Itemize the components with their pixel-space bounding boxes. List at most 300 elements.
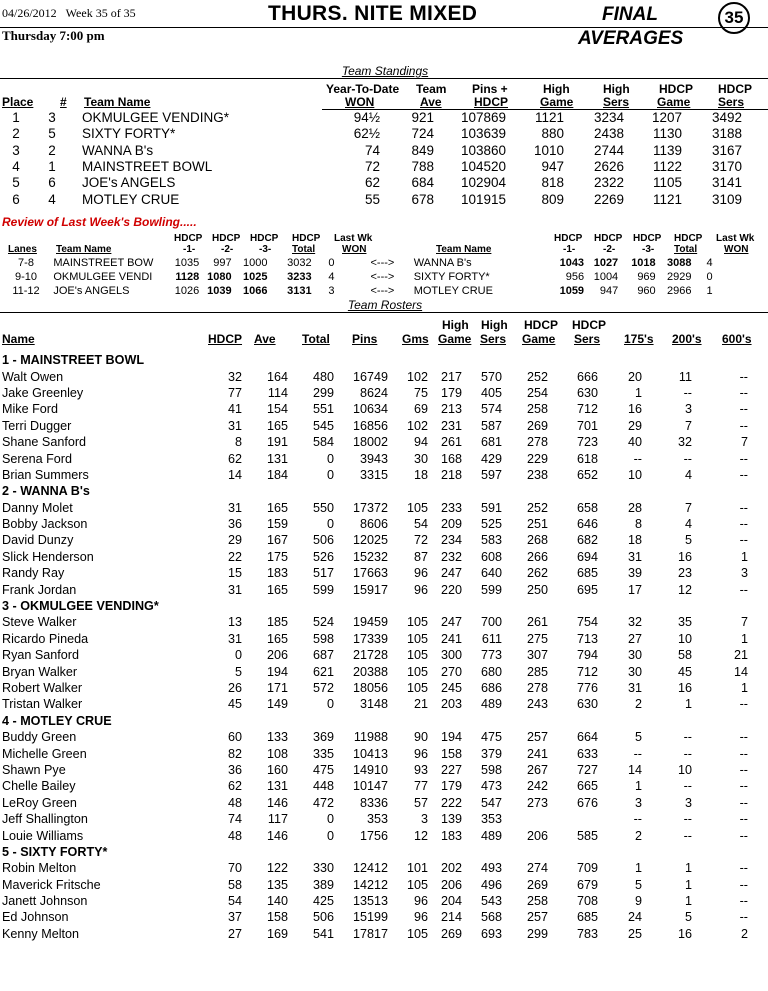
rc-hds-2: Sers [574, 332, 601, 346]
player-ave: 158 [266, 910, 288, 925]
player-hdcp-sers: 630 [576, 697, 598, 712]
player-hdcp-sers: 712 [576, 402, 598, 417]
player-175s: 1 [634, 385, 642, 400]
standings-pins-hdcp: 103860 [460, 142, 506, 158]
final-label: FINAL [602, 4, 658, 25]
player-hdcp-game: 257 [526, 730, 548, 745]
player-row [2, 762, 748, 778]
player-200s: 4 [684, 467, 692, 482]
player-gms: 90 [413, 730, 428, 745]
standings-high-game: 809 [541, 191, 564, 207]
rc-pins: Pins [352, 332, 378, 346]
player-pins: 18056 [352, 681, 388, 695]
review-team-left: JOE's ANGELS [53, 285, 130, 297]
player-row [2, 778, 748, 794]
standings-team-number: 6 [48, 175, 56, 191]
player-200s: 11 [678, 369, 692, 384]
player-ave: 135 [266, 877, 288, 892]
player-200s: 7 [684, 418, 692, 433]
player-600s: -- [739, 746, 748, 761]
col-num: # [60, 95, 67, 109]
player-hdcp-sers: 646 [576, 517, 598, 532]
standings-hdcp-game: 1122 [652, 159, 682, 175]
review-left-g1: 1035 [174, 257, 200, 269]
player-175s: 27 [627, 631, 642, 646]
player-hdcp-sers [548, 811, 598, 827]
review-right-g2: 947 [599, 285, 619, 297]
player-gms: 105 [406, 877, 428, 892]
player-hdcp-game: 243 [526, 697, 548, 712]
standings-hdcp-game: 1105 [652, 175, 682, 191]
player-200s: 3 [684, 402, 692, 417]
player-hdcp: 32 [227, 369, 242, 384]
player-200s: 32 [677, 435, 692, 450]
player-175s: 10 [627, 467, 642, 482]
player-hdcp-game: 261 [526, 615, 548, 630]
player-total: 541 [312, 926, 334, 941]
review-row [2, 256, 768, 270]
player-200s: 45 [677, 664, 692, 679]
player-player-name: Ed Johnson [2, 910, 69, 925]
rv-r-lwb: WON [724, 244, 749, 255]
rc-hdg-1: HDCP [524, 318, 559, 332]
player-175s: 29 [627, 418, 642, 433]
col-hs-2: Sers [603, 95, 630, 109]
player-pins: 10634 [352, 402, 388, 417]
standings-spacer [74, 143, 82, 159]
player-gms: 94 [413, 435, 428, 450]
player-gms: 87 [413, 549, 428, 564]
player-hdcp-game: 250 [526, 582, 548, 597]
review-left-total: 3131 [287, 285, 312, 297]
player-ave: 114 [267, 385, 288, 400]
player-player-name: Shane Sanford [2, 435, 87, 450]
review-team-right: SIXTY FORTY* [413, 271, 490, 283]
player-hdcp: 41 [227, 402, 242, 417]
player-high-sers: 493 [480, 861, 502, 876]
player-hdcp-game: 252 [526, 369, 548, 384]
player-hdcp-game: 258 [526, 402, 548, 417]
rc-hdcp: HDCP [208, 332, 243, 346]
standings-ytd-won: 55 [364, 191, 380, 207]
rv-h2b: -2- [221, 244, 234, 255]
player-high-sers: 680 [480, 664, 502, 679]
player-total: 524 [312, 615, 334, 630]
player-high-game: 218 [440, 467, 462, 482]
player-high-game: 209 [440, 517, 462, 532]
standings-place: 3 [12, 142, 20, 158]
player-total: 0 [326, 467, 334, 482]
player-high-game: 247 [440, 566, 462, 581]
player-hdcp-sers: 694 [576, 549, 598, 564]
player-high-sers: 773 [480, 648, 502, 663]
player-row [2, 909, 748, 925]
player-gms: 105 [406, 615, 428, 630]
player-total: 480 [312, 369, 334, 384]
rv-h3b: -3- [259, 244, 272, 255]
player-high-sers: 570 [480, 369, 502, 384]
review-right-total: 3088 [666, 257, 692, 269]
player-player-name: Robert Walker [2, 681, 83, 695]
rc-total: Total [302, 332, 330, 346]
player-high-game: 270 [440, 664, 462, 679]
player-row [2, 631, 748, 647]
rv-hta: HDCP [292, 233, 321, 244]
player-600s: -- [739, 369, 748, 384]
player-high-game: 179 [440, 385, 462, 400]
player-high-game: 222 [440, 795, 462, 810]
player-pins: 14910 [352, 762, 388, 777]
rv-team-right: Team Name [436, 244, 492, 255]
player-high-game: 214 [440, 910, 462, 925]
player-600s: -- [739, 418, 748, 433]
rv-team-left: Team Name [56, 244, 112, 255]
player-total: 0 [326, 697, 334, 712]
review-right-won: 4 [706, 257, 713, 269]
player-hdcp-game: 229 [526, 451, 548, 466]
player-high-sers: 587 [480, 418, 502, 433]
player-200s: 1 [684, 861, 692, 876]
player-high-game: 139 [440, 812, 462, 827]
standings-team-name: WANNA B's [82, 142, 154, 158]
player-ave: 131 [266, 451, 288, 466]
player-hdcp-game: 268 [526, 533, 548, 548]
rc-200: 200's [672, 332, 702, 346]
review-right-g3: 1018 [631, 257, 656, 269]
player-player-name: Maverick Fritsche [2, 877, 101, 892]
rv-lwb: WON [342, 244, 367, 255]
player-hdcp: 22 [227, 549, 242, 564]
player-175s: 30 [627, 648, 642, 663]
standings-row [2, 110, 742, 126]
player-pins: 3148 [359, 697, 388, 712]
player-player-name: Terri Dugger [2, 418, 72, 433]
player-hdcp: 0 [234, 648, 242, 663]
player-hdcp-game: 251 [526, 517, 548, 532]
player-200s: 10 [677, 631, 692, 646]
player-pins: 17663 [352, 566, 388, 581]
rc-hdg-2: Game [522, 332, 556, 346]
standings-ytd-won: 94½ [353, 110, 380, 126]
player-player-name: Ricardo Pineda [2, 631, 89, 646]
player-player-name: Frank Jordan [2, 582, 77, 597]
player-600s: -- [739, 894, 748, 909]
player-ave: 159 [266, 517, 288, 532]
player-high-game: 213 [440, 402, 462, 417]
player-high-game: 203 [440, 697, 462, 712]
player-600s: -- [739, 697, 748, 712]
player-player-name: Chelle Bailey [2, 779, 76, 794]
rv-r-h3b: -3- [642, 244, 655, 255]
player-pins: 10413 [352, 746, 388, 761]
rv-r-hta: HDCP [674, 233, 703, 244]
player-high-sers: 591 [480, 500, 502, 515]
player-total: 369 [312, 730, 334, 745]
review-left-g1: 1128 [175, 271, 200, 283]
player-gms: 96 [413, 582, 428, 597]
player-175s: 39 [627, 566, 642, 581]
player-gms: 105 [406, 648, 428, 663]
col-pins-2: HDCP [474, 95, 509, 109]
player-600s: -- [739, 812, 748, 827]
player-hdcp-game: 266 [526, 549, 548, 564]
player-pins: 353 [366, 812, 388, 827]
player-hdcp: 31 [227, 631, 242, 646]
standings-team-ave: 678 [411, 191, 434, 207]
league-title: THURS. NITE MIXED [268, 2, 478, 25]
player-hdcp: 8 [234, 435, 242, 450]
player-high-game: 241 [440, 631, 462, 646]
standings-spacer [74, 159, 82, 175]
standings-team-ave: 788 [411, 159, 434, 175]
review-right-total: 2929 [666, 271, 692, 283]
team-header-row [2, 713, 748, 729]
player-total: 598 [312, 631, 334, 646]
player-gms: 54 [413, 517, 428, 532]
player-hdcp: 26 [227, 681, 242, 695]
player-row [2, 467, 748, 483]
player-player-name: Janett Johnson [2, 894, 88, 909]
player-hdcp-sers: 712 [576, 664, 598, 679]
player-hdcp: 70 [227, 861, 242, 876]
standings-hdcp-game: 1207 [651, 110, 682, 126]
player-high-game: 183 [440, 828, 462, 843]
col-ytd-2: WON [345, 95, 375, 109]
player-hdcp: 15 [227, 566, 242, 581]
player-player-name: LeRoy Green [2, 795, 77, 810]
player-600s: -- [739, 451, 748, 466]
standings-team-ave: 921 [411, 110, 434, 126]
standings-hdcp-game: 1121 [652, 191, 682, 207]
standings-team-ave: 724 [411, 126, 434, 142]
review-right-g3: 960 [637, 285, 656, 297]
player-ave: 149 [266, 697, 288, 712]
team-header: 2 - WANNA B's [2, 484, 90, 499]
player-row [2, 811, 748, 827]
player-high-sers: 496 [480, 877, 502, 892]
player-ave: 133 [266, 730, 288, 745]
player-gms: 57 [413, 795, 428, 810]
player-row [2, 418, 748, 434]
player-hdcp-sers: 652 [576, 467, 598, 482]
standings-hdcp-game: 1139 [652, 142, 682, 158]
player-600s: -- [739, 828, 748, 843]
player-ave: 165 [266, 500, 288, 515]
player-gms: 105 [406, 664, 428, 679]
standings-team-name: OKMULGEE VENDING* [82, 110, 230, 126]
team-header-row [2, 844, 748, 860]
review-left-g3: 1025 [242, 271, 268, 283]
standings-section-title: Team Standings [341, 64, 429, 78]
col-team-name: Team Name [84, 95, 151, 109]
review-left-total: 3032 [287, 257, 312, 269]
review-right-won: 1 [706, 285, 713, 297]
player-hdcp-game: 285 [526, 664, 548, 679]
player-row [2, 827, 748, 843]
rv-r-h1b: -1- [563, 244, 576, 255]
player-player-name: Bryan Walker [2, 664, 78, 679]
player-175s: 2 [634, 697, 642, 712]
player-player-name: Buddy Green [2, 730, 77, 745]
player-high-sers: 599 [480, 582, 502, 597]
review-team-right: MOTLEY CRUE [413, 285, 493, 297]
review-right-won: 0 [706, 271, 713, 283]
player-high-sers: 525 [480, 517, 502, 532]
standings-high-game: 1121 [534, 110, 564, 126]
player-total: 330 [312, 861, 334, 876]
report-date [2, 6, 136, 21]
standings-spacer [74, 175, 82, 191]
player-hdcp: 82 [227, 746, 242, 761]
standings-hdcp-game: 1130 [652, 126, 682, 142]
player-high-sers: 379 [480, 746, 502, 761]
player-total: 572 [312, 681, 334, 695]
player-600s: -- [739, 533, 748, 548]
player-player-name: Randy Ray [2, 566, 65, 581]
player-row [2, 614, 748, 630]
standings-pins-hdcp: 102904 [460, 175, 506, 191]
player-175s: 1 [634, 861, 642, 876]
standings-row [2, 175, 742, 191]
player-total: 389 [312, 877, 334, 892]
averages-label: AVERAGES [578, 28, 684, 49]
player-player-name: Jake Greenley [2, 385, 84, 400]
player-pins: 10147 [352, 779, 388, 794]
player-pins: 16749 [352, 369, 388, 384]
player-high-sers: 429 [480, 451, 502, 466]
col-hg-2: Game [540, 95, 574, 109]
col-pins-1: Pins + [472, 82, 508, 96]
player-ave: 167 [266, 533, 288, 548]
player-pins: 11988 [353, 730, 388, 745]
player-175s: 16 [627, 402, 642, 417]
rc-hs-1: High [481, 318, 508, 332]
player-high-game: 234 [440, 533, 462, 548]
team-header: 5 - SIXTY FORTY* [2, 844, 108, 859]
player-175s: 5 [634, 730, 642, 745]
player-hdcp-sers: 665 [576, 779, 598, 794]
player-ave: 146 [266, 828, 288, 843]
review-team-right: WANNA B's [413, 257, 472, 269]
standings-pins-hdcp: 101915 [460, 191, 506, 207]
player-hdcp: 74 [227, 812, 242, 827]
player-total: 506 [312, 533, 334, 548]
player-gms: 93 [413, 762, 428, 777]
player-ave: 117 [267, 812, 288, 827]
standings-place: 4 [12, 159, 20, 175]
col-hg-1: High [543, 82, 570, 96]
standings-team-name: JOE's ANGELS [82, 175, 176, 191]
player-high-game: 158 [440, 746, 462, 761]
player-600s: -- [739, 467, 748, 482]
player-hdcp: 54 [227, 894, 242, 909]
roster-table [2, 352, 748, 942]
review-right-g1: 956 [565, 271, 585, 283]
rc-hds-1: HDCP [572, 318, 607, 332]
review-left-won: 0 [328, 257, 335, 269]
rc-gms: Gms [402, 332, 429, 346]
player-600s: -- [739, 500, 748, 515]
standings-place: 2 [12, 126, 20, 142]
standings-team-number: 5 [48, 126, 56, 142]
player-gms: 30 [413, 451, 428, 466]
rv-r-lwa: Last Wk [716, 233, 755, 244]
player-ave: 165 [266, 582, 288, 597]
player-total: 0 [326, 828, 334, 843]
player-total: 335 [312, 746, 334, 761]
player-high-sers: 598 [480, 762, 502, 777]
player-total: 550 [312, 500, 334, 515]
player-ave: 108 [266, 746, 288, 761]
player-hdcp-game: 242 [526, 779, 548, 794]
player-total: 0 [326, 451, 334, 466]
player-hdcp-game: 274 [526, 861, 548, 876]
player-200s: 7 [684, 500, 692, 515]
player-hdcp: 13 [227, 615, 242, 630]
review-left-g3: 1000 [242, 257, 268, 269]
player-hdcp-sers: 618 [576, 451, 598, 466]
player-pins: 3943 [359, 451, 388, 466]
player-pins: 17372 [352, 500, 388, 515]
review-table [2, 256, 768, 298]
player-row [2, 385, 748, 401]
player-high-game: 204 [440, 894, 462, 909]
standings-ytd-won: 72 [364, 159, 380, 175]
standings-pins-hdcp: 107869 [460, 110, 506, 126]
col-teamave-1: Team [416, 82, 447, 96]
player-high-game: 269 [440, 926, 462, 941]
player-hdcp: 5 [234, 664, 242, 679]
player-hdcp: 60 [227, 730, 242, 745]
player-hdcp: 48 [227, 795, 242, 810]
player-total: 0 [326, 812, 334, 827]
team-header-row [2, 352, 748, 368]
player-hdcp: 45 [227, 697, 242, 712]
player-hdcp-sers: 701 [576, 418, 598, 433]
week-circle-badge: 35 [718, 2, 750, 34]
player-hdcp-game: 254 [526, 385, 548, 400]
player-player-name: David Dunzy [2, 533, 74, 548]
player-600s: 14 [733, 664, 748, 679]
review-left-g2: 1080 [207, 271, 232, 283]
review-right-g3: 969 [637, 271, 656, 283]
review-left-won: 3 [328, 285, 335, 297]
review-right-g1: 1059 [559, 285, 585, 297]
rv-h1a: HDCP [174, 233, 203, 244]
player-hdcp-sers: 708 [576, 894, 598, 909]
player-high-sers: 547 [480, 795, 502, 810]
standings-hdcp-sers: 3167 [711, 142, 742, 158]
player-player-name: Danny Molet [2, 500, 73, 515]
standings-high-game: 880 [541, 126, 564, 142]
player-hdcp: 62 [227, 451, 242, 466]
standings-spacer [74, 126, 82, 142]
review-left-g1: 1026 [174, 285, 200, 297]
player-row [2, 926, 748, 942]
col-hs-1: High [603, 82, 630, 96]
player-hdcp-game: 206 [526, 828, 548, 843]
rv-h1b: -1- [183, 244, 196, 255]
player-hdcp-sers: 713 [576, 631, 598, 646]
standings-ytd-won: 62½ [353, 126, 380, 142]
player-200s: 4 [684, 517, 692, 532]
player-gms: 105 [406, 926, 428, 941]
player-row [2, 549, 748, 565]
player-row [2, 434, 748, 450]
standings-team-number: 3 [48, 110, 56, 126]
player-pins: 18002 [352, 435, 388, 450]
player-hdcp: 14 [227, 467, 242, 482]
